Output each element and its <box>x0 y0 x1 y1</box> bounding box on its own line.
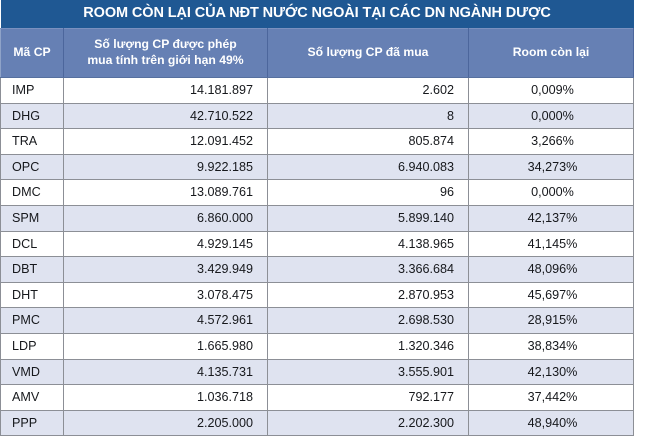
column-header-allowed-line-2: mua tính trên giới hạn 49% <box>87 53 244 67</box>
cell-bought-quantity: 792.177 <box>268 385 469 411</box>
cell-allowed-quantity: 6.860.000 <box>64 205 268 231</box>
table-row <box>1 231 634 257</box>
table-title: ROOM CÒN LẠI CỦA NĐT NƯỚC NGOÀI TẠI CÁC DN NGÀNH DƯỢC <box>1 0 634 29</box>
cell-room-remaining: 42,130% <box>469 359 634 385</box>
column-header-room <box>469 29 634 78</box>
table-row <box>1 385 634 411</box>
cell-allowed-quantity: 9.922.185 <box>64 154 268 180</box>
table-title-row <box>1 0 634 29</box>
column-header-allowed <box>64 29 268 78</box>
cell-code: PMC <box>1 308 64 334</box>
column-header-bought <box>268 29 469 78</box>
cell-room-remaining: 3,266% <box>469 129 634 155</box>
cell-code: AMV <box>1 385 64 411</box>
cell-code: DHG <box>1 103 64 129</box>
cell-bought-quantity: 6.940.083 <box>268 154 469 180</box>
table-row <box>1 282 634 308</box>
cell-code: VMD <box>1 359 64 385</box>
cell-bought-quantity: 2.602 <box>268 78 469 104</box>
cell-allowed-quantity: 12.091.452 <box>64 129 268 155</box>
cell-room-remaining: 0,000% <box>469 180 634 206</box>
cell-room-remaining: 37,442% <box>469 385 634 411</box>
cell-code: DHT <box>1 282 64 308</box>
cell-allowed-quantity: 3.429.949 <box>64 257 268 283</box>
cell-code: DMC <box>1 180 64 206</box>
cell-room-remaining: 0,000% <box>469 103 634 129</box>
cell-room-remaining: 28,915% <box>469 308 634 334</box>
cell-code: DCL <box>1 231 64 257</box>
cell-bought-quantity: 1.320.346 <box>268 333 469 359</box>
cell-bought-quantity: 2.202.300 <box>268 410 469 436</box>
cell-allowed-quantity: 2.205.000 <box>64 410 268 436</box>
column-header-bought-line-1: Số lượng CP đã mua <box>307 45 429 60</box>
cell-room-remaining: 48,940% <box>469 410 634 436</box>
cell-allowed-quantity: 3.078.475 <box>64 282 268 308</box>
cell-code: OPC <box>1 154 64 180</box>
cell-bought-quantity: 5.899.140 <box>268 205 469 231</box>
table-row <box>1 257 634 283</box>
cell-room-remaining: 48,096% <box>469 257 634 283</box>
cell-bought-quantity: 8 <box>268 103 469 129</box>
cell-allowed-quantity: 4.929.145 <box>64 231 268 257</box>
cell-allowed-quantity: 1.665.980 <box>64 333 268 359</box>
cell-code: PPP <box>1 410 64 436</box>
cell-allowed-quantity: 42.710.522 <box>64 103 268 129</box>
column-header-room-line-1: Room còn lại <box>512 45 590 60</box>
table-row <box>1 410 634 436</box>
cell-bought-quantity: 4.138.965 <box>268 231 469 257</box>
cell-allowed-quantity: 4.135.731 <box>64 359 268 385</box>
table-row <box>1 180 634 206</box>
cell-code: LDP <box>1 333 64 359</box>
table-row <box>1 205 634 231</box>
table-row <box>1 359 634 385</box>
table-row <box>1 103 634 129</box>
cell-code: SPM <box>1 205 64 231</box>
cell-allowed-quantity: 13.089.761 <box>64 180 268 206</box>
cell-code: DBT <box>1 257 64 283</box>
column-header-code <box>1 29 64 78</box>
table-row <box>1 154 634 180</box>
cell-allowed-quantity: 1.036.718 <box>64 385 268 411</box>
table-row <box>1 333 634 359</box>
column-header-row <box>1 29 634 78</box>
cell-allowed-quantity: 14.181.897 <box>64 78 268 104</box>
cell-bought-quantity: 2.870.953 <box>268 282 469 308</box>
table-row <box>1 308 634 334</box>
cell-bought-quantity: 3.366.684 <box>268 257 469 283</box>
cell-room-remaining: 42,137% <box>469 205 634 231</box>
table-row <box>1 129 634 155</box>
column-header-allowed-line-1: Số lượng CP được phép <box>94 37 237 52</box>
cell-bought-quantity: 805.874 <box>268 129 469 155</box>
cell-room-remaining: 0,009% <box>469 78 634 104</box>
cell-code: TRA <box>1 129 64 155</box>
cell-bought-quantity: 3.555.901 <box>268 359 469 385</box>
cell-allowed-quantity: 4.572.961 <box>64 308 268 334</box>
table-head <box>1 0 634 78</box>
cell-room-remaining: 41,145% <box>469 231 634 257</box>
cell-bought-quantity: 2.698.530 <box>268 308 469 334</box>
table-body <box>1 78 634 436</box>
cell-room-remaining: 34,273% <box>469 154 634 180</box>
column-header-code-line-1: Mã CP <box>13 45 51 60</box>
cell-room-remaining: 38,834% <box>469 333 634 359</box>
table-row <box>1 78 634 104</box>
cell-bought-quantity: 96 <box>268 180 469 206</box>
cell-room-remaining: 45,697% <box>469 282 634 308</box>
cell-code: IMP <box>1 78 64 104</box>
